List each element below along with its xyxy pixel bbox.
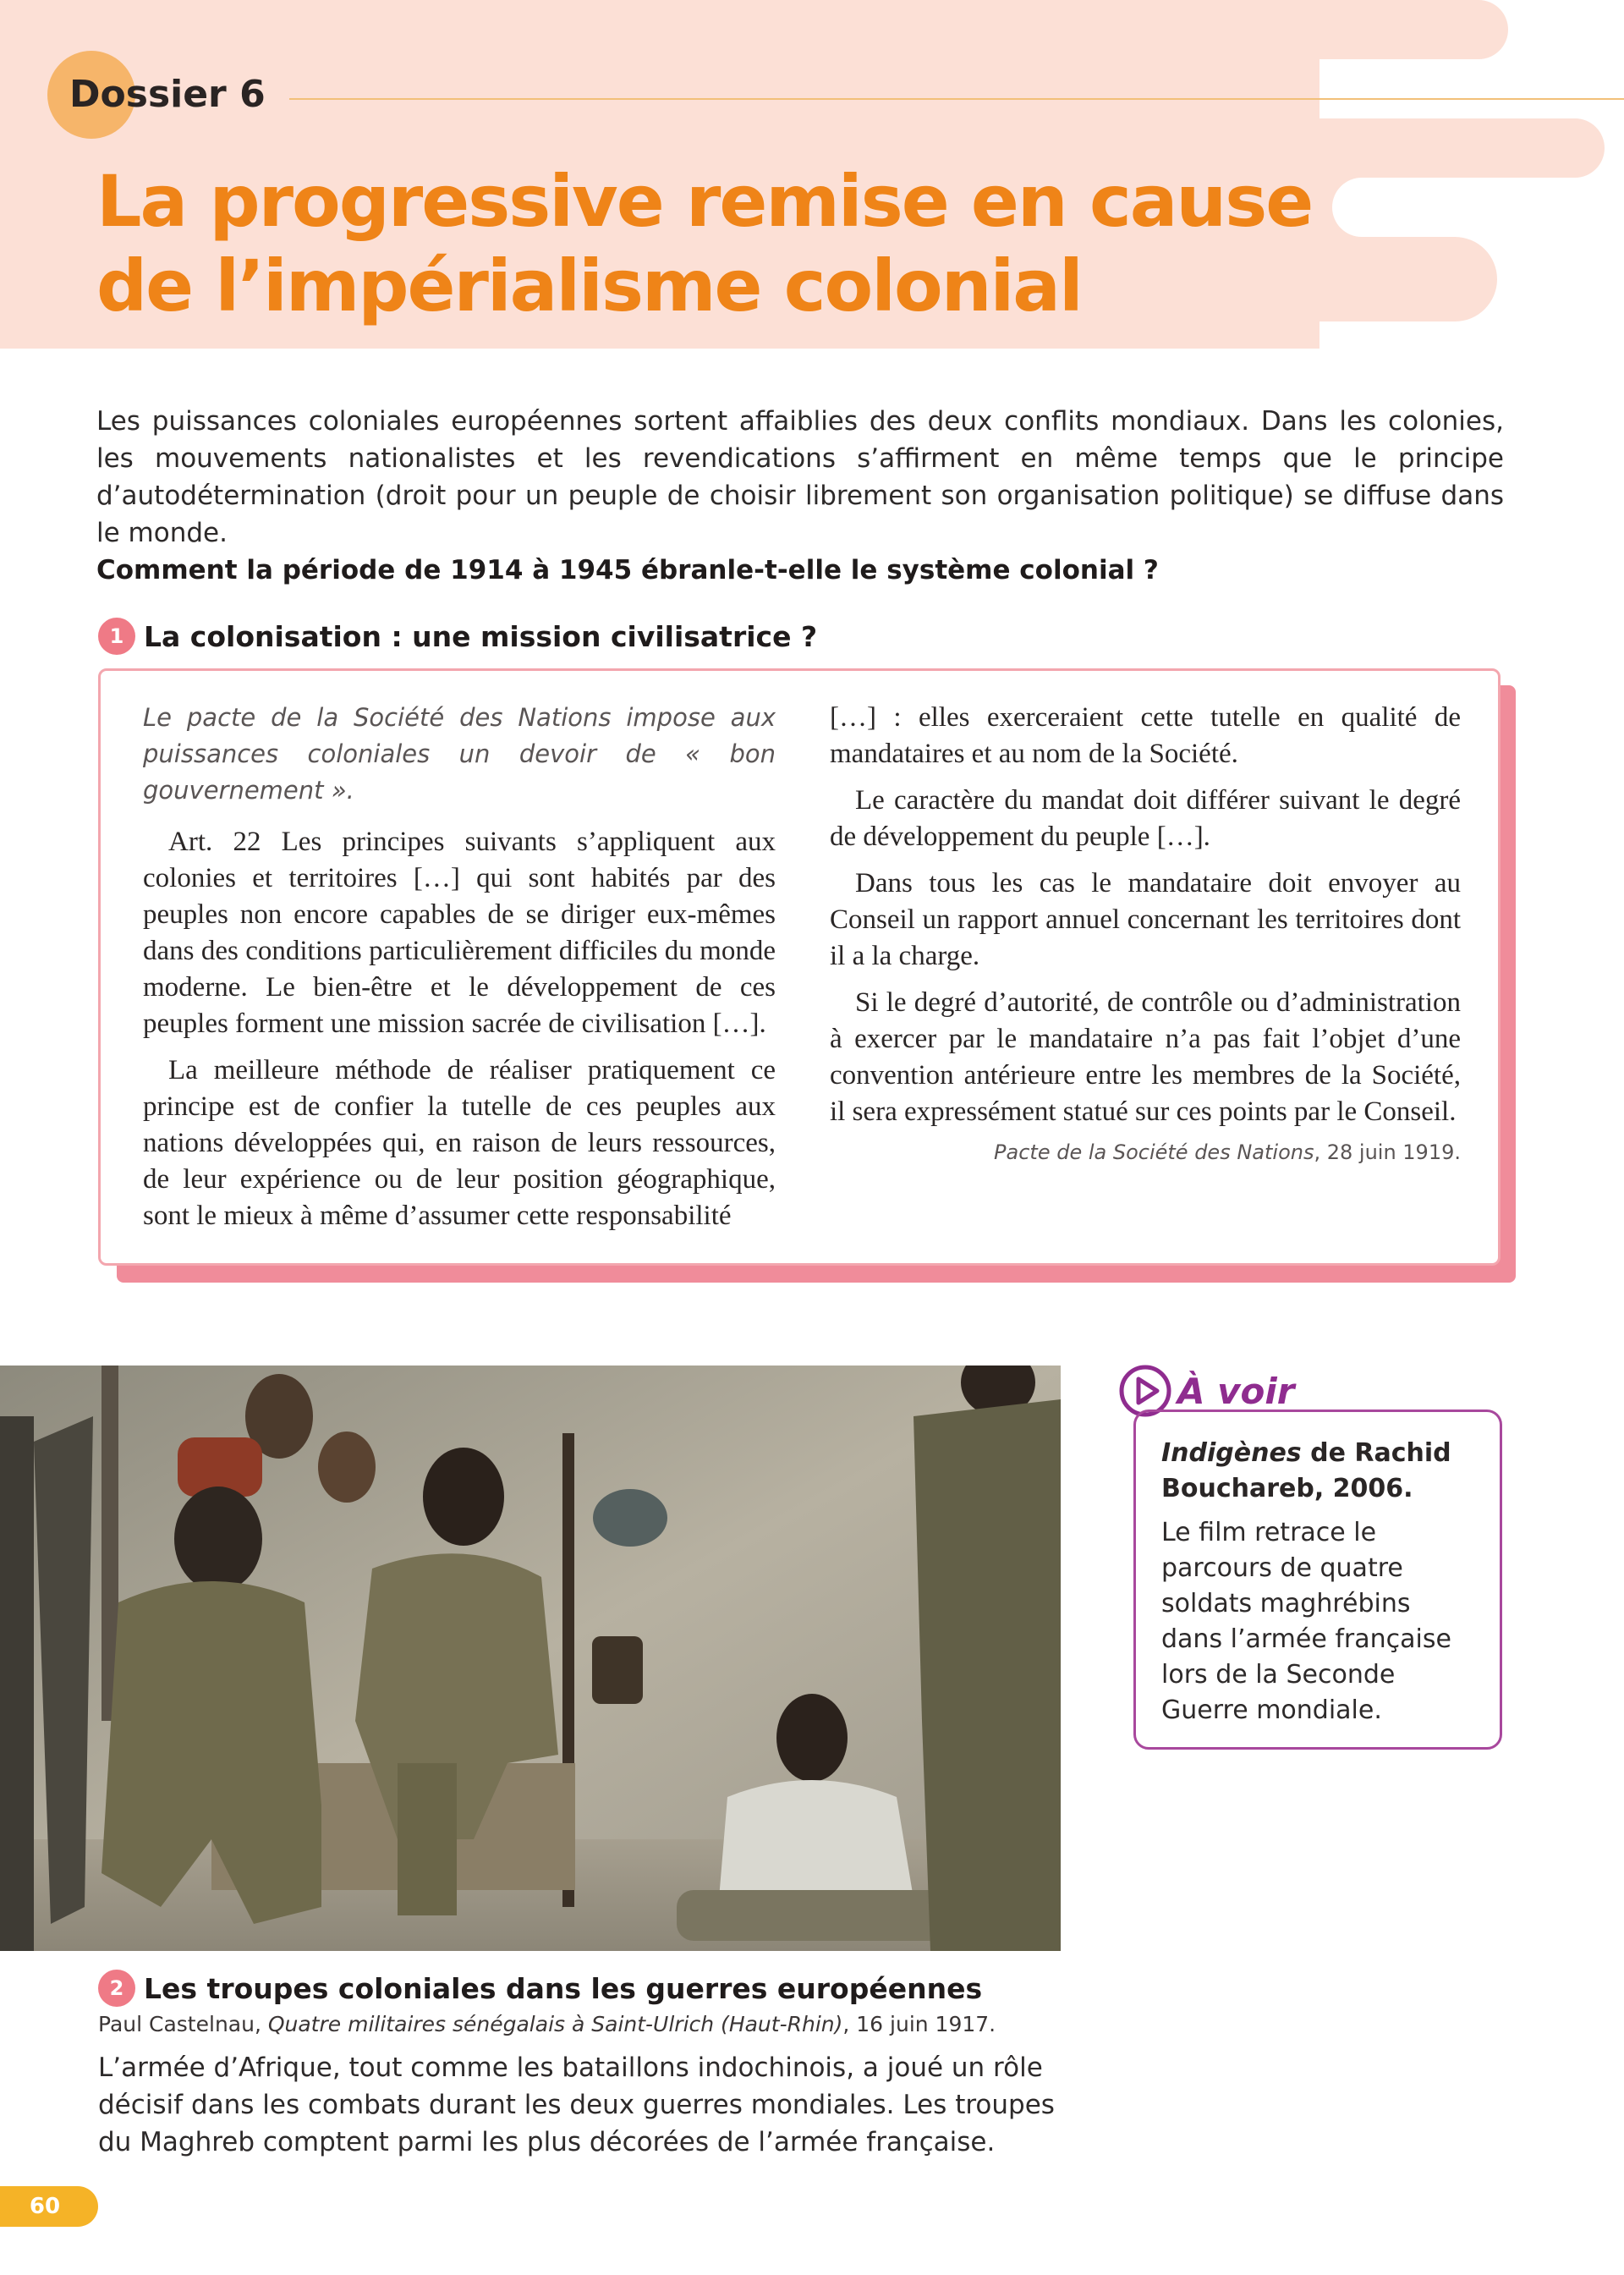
doc1-paragraph: Dans tous les cas le mandataire doit envoyer au Conseil un rapport annuel concernant les territoires dont il a la charge. [830, 868, 1461, 971]
doc1-box [98, 668, 1501, 1266]
doc1-source [830, 1140, 1461, 1164]
page-number: 60 [0, 2186, 98, 2227]
intro-paragraph [96, 403, 1504, 589]
doc1-paragraph: Si le degré d’autorité, de contrôle ou d’administration à exercer par le mandataire n’a pas fait l’objet d’une convention antérieure entre les membres de la Société, il sera expressément statué sur ces points par le Conseil. [830, 987, 1461, 1127]
avoir-film-title: Indigènes [1161, 1438, 1302, 1468]
doc1-heading [98, 618, 817, 655]
page-title-line2: de l’impérialisme colonial [96, 245, 1082, 327]
doc1-source-date: , 28 juin 1919. [1314, 1140, 1461, 1164]
doc1-paragraph: […] : elles exerceraient cette tutelle en qualité de mandataires et au nom de la Société. [830, 702, 1461, 769]
doc2-credit-title: Quatre militaires sénégalais à Saint-Ulrich (Haut-Rhin) [267, 2012, 843, 2036]
page-title-line1: La progressive remise en cause [96, 160, 1313, 243]
doc1-title: La colonisation : une mission civilisatrice ? [144, 619, 818, 653]
doc1-paragraph: La meilleure méthode de réaliser pratiquement ce principe est de confier la tutelle de ces peuples aux nations développées qui, en raison de leurs ressources, de leur expérience ou de leur position géographique, sont le mieux à même d’assumer cette responsabilité [143, 1055, 776, 1231]
avoir-label: À voir [1177, 1370, 1295, 1412]
doc2-title: Les troupes coloniales dans les guerres européennes [144, 1971, 983, 2005]
doc2-credit-date: , 16 juin 1917. [842, 2012, 996, 2036]
avoir-film-credit: de Rachid Bouchareb, 2006. [1161, 1438, 1451, 1503]
doc1-paragraph: Art. 22 Les principes suivants s’appliquent aux colonies et territoires […] qui sont habités par des peuples non encore capables de se diriger eux-mêmes dans des conditions particulièrement difficiles du monde moderne. Le bien-être et le développement de ces peuples forment une mission sacrée de civilisation […]. [143, 827, 776, 1039]
dossier-label: Dossier 6 [69, 73, 266, 116]
avoir-description: Le film retrace le parcours de quatre soldats maghrébins dans l’armée française lors de la Seconde Guerre mondiale. [1161, 1518, 1451, 1725]
avoir-box [1133, 1410, 1502, 1750]
doc2-heading [98, 1970, 982, 2007]
doc1-source-title: Pacte de la Société des Nations [994, 1140, 1314, 1164]
doc1-chapeau: Le pacte de la Société des Nations impose aux puissances coloniales un devoir de « bon gouvernement ». [143, 703, 776, 805]
intro-text: Les puissances coloniales européennes sortent affaiblies des deux conflits mondiaux. Dans les colonies, les mouvements nationalistes et les revendications s’affirment en même temps que le principe d’autodétermination (droit pour un peuple de choisir librement son organisation politique) se diffuse dans le monde. [96, 406, 1504, 548]
dossier-rule [289, 98, 1624, 100]
doc2-number-badge: 2 [98, 1970, 135, 2007]
page-title [96, 159, 1365, 328]
avoir-film [1161, 1436, 1476, 1507]
dossier-tag [47, 51, 1624, 152]
doc2-credit-author: Paul Castelnau, [98, 2012, 268, 2036]
soldiers-photo-illustration [0, 1366, 1061, 1951]
intro-question: Comment la période de 1914 à 1945 ébranle-t-elle le système colonial ? [96, 555, 1159, 585]
header-band [0, 0, 1624, 349]
doc1-paragraph: Le caractère du mandat doit différer suivant le degré de développement du peuple […]. [830, 785, 1461, 852]
doc1-left-column [143, 700, 776, 1245]
doc1-right-column [830, 700, 1461, 1164]
doc2-caption: L’armée d’Afrique, tout comme les bataillons indochinois, a joué un rôle décisif dans les combats durant les deux guerres mondiales. Les troupes du Maghreb comptent parmi les plus décorées de l’armée française. [98, 2052, 1055, 2157]
doc1-number-badge: 1 [98, 618, 135, 655]
soldiers-photo [0, 1366, 1061, 1951]
doc2-credit [98, 2012, 996, 2036]
